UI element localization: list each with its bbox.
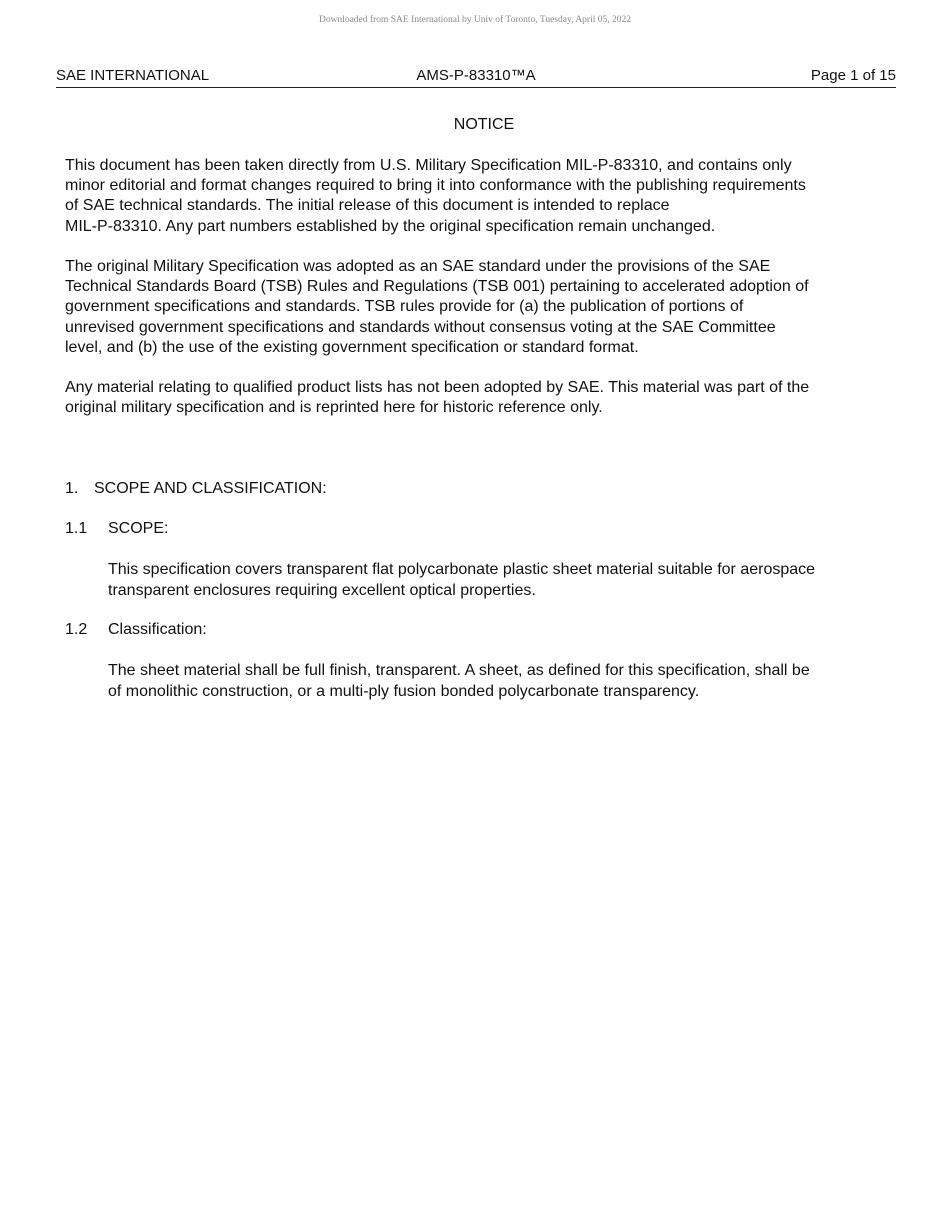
text-line: unrevised government specifications and standards without consensus voting at the SAE Committee	[65, 318, 776, 336]
page-header	[56, 67, 896, 88]
text-line: of SAE technical standards. The initial release of this document is intended to replace	[65, 197, 670, 215]
text-line: This document has been taken directly from U.S. Military Specification MIL-P-83310, and contains only	[65, 157, 792, 174]
text-line: level, and (b) the use of the existing government specification or standard format.	[65, 338, 639, 356]
section-title: SCOPE AND CLASSIFICATION:	[94, 480, 327, 497]
text-line: of monolithic construction, or a multi-ply fusion bonded polycarbonate transparency.	[108, 683, 700, 700]
text-line: Technical Standards Board (TSB) Rules and Regulations (TSB 001) pertaining to accelerated adoption of	[65, 278, 809, 296]
text-line: government specifications and standards. TSB rules provide for (a) the publication of portions of	[65, 298, 744, 316]
notice-paragraph-1	[65, 156, 865, 237]
section-number: 1.	[65, 480, 79, 497]
text-line: MIL-P-83310. Any part numbers established by the original specification remain unchanged.	[65, 217, 716, 235]
text-line: minor editorial and format changes required to bring it into conformance with the publishing requirements	[65, 177, 806, 195]
page-number: Page 1 of 15	[810, 67, 896, 84]
scope-paragraph	[108, 559, 868, 601]
notice-paragraph-2	[65, 257, 865, 358]
classification-paragraph	[108, 660, 868, 702]
notice-paragraph-3	[65, 378, 865, 418]
section-title: Classification:	[108, 621, 207, 638]
download-watermark: Downloaded from SAE International by Univ of Toronto, Tuesday, April 05, 2022	[318, 15, 631, 25]
document-number: AMS-P-83310™A	[416, 67, 536, 84]
publisher-name: SAE INTERNATIONAL	[56, 67, 210, 84]
text-line: The sheet material shall be full finish, transparent. A sheet, as defined for this specification, shall be	[108, 662, 810, 679]
notice-heading: NOTICE	[453, 116, 515, 133]
section-number: 1.2	[65, 621, 88, 638]
text-line: This specification covers transparent flat polycarbonate plastic sheet material suitable for aerospace	[108, 561, 816, 578]
text-line: The original Military Specification was adopted as an SAE standard under the provisions of the SAE	[65, 258, 771, 275]
text-line: Any material relating to qualified product lists has not been adopted by SAE. This material was part of the	[65, 379, 810, 396]
text-line: original military specification and is reprinted here for historic reference only.	[65, 399, 603, 417]
text-line: transparent enclosures requiring excellent optical properties.	[108, 582, 536, 599]
section-title: SCOPE:	[108, 520, 169, 537]
section-number: 1.1	[65, 520, 88, 537]
